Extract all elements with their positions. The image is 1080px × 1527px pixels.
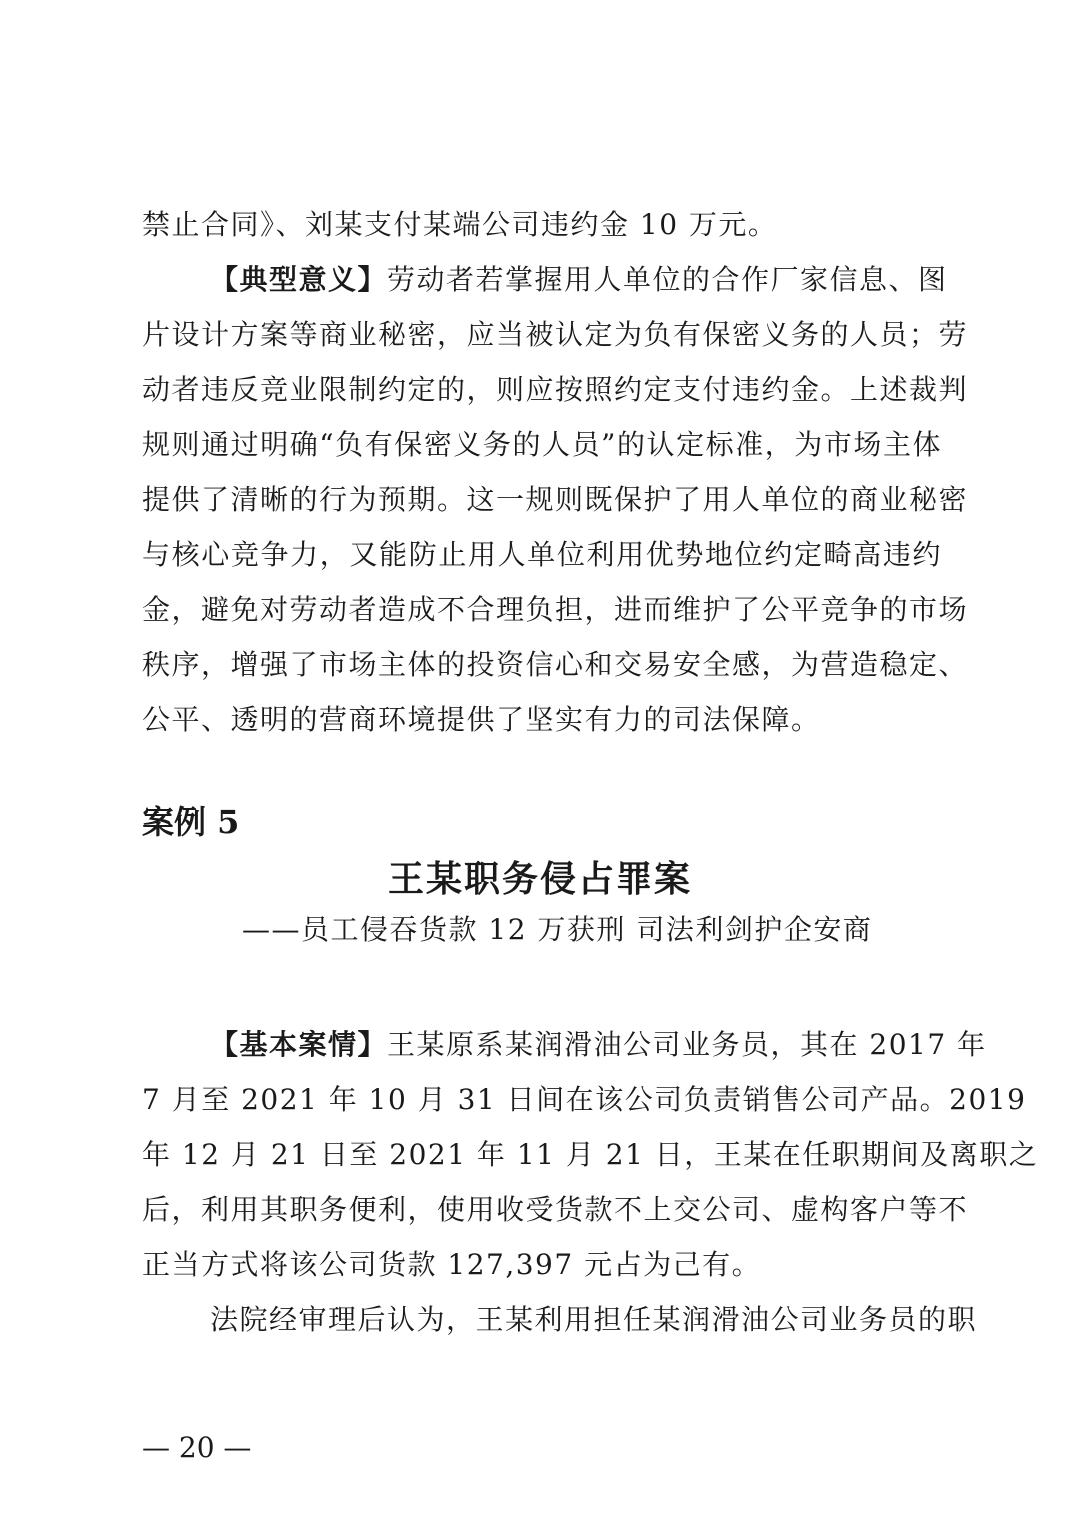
significance-line-text: 劳动者若掌握用人单位的合作厂家信息、图 xyxy=(387,263,948,296)
case-heading: 案例 5 xyxy=(142,803,240,841)
court-line: 法院经审理后认为，王某利用担任某润滑油公司业务员的职 xyxy=(210,1303,978,1336)
significance-line: 片设计方案等商业秘密，应当被认定为负有保密义务的人员；劳 xyxy=(142,318,969,351)
basic-facts-label: 【基本案情】 xyxy=(210,1028,388,1061)
significance-label: 【典型意义】 xyxy=(210,263,388,296)
basic-facts-line: 7 月至 2021 年 10 月 31 日间在该公司负责销售公司产品。2019 xyxy=(142,1083,1027,1116)
page-number: — 20 — xyxy=(142,1431,252,1464)
case-subtitle: ——员工侵吞货款 12 万获刑 司法利剑护企安商 xyxy=(242,913,873,946)
significance-line: 动者违反竞业限制约定的，则应按照约定支付违约金。上述裁判 xyxy=(142,373,969,406)
carry-over-line: 禁止合同》、刘某支付某端公司违约金 10 万元。 xyxy=(142,208,778,241)
basic-facts-line: 后，利用其职务便利，使用收受货款不上交公司、虚构客户等不 xyxy=(142,1193,969,1226)
basic-facts-last-line: 正当方式将该公司货款 127,397 元占为己有。 xyxy=(142,1248,762,1281)
basic-facts-line-text: 王某原系某润滑油公司业务员，其在 2017 年 xyxy=(387,1028,987,1061)
significance-line: 秩序，增强了市场主体的投资信心和交易安全感，为营造稳定、 xyxy=(142,648,969,681)
significance-first-line xyxy=(210,260,948,300)
significance-line: 提供了清晰的行为预期。这一规则既保护了用人单位的商业秘密 xyxy=(142,483,969,516)
case-title: 王某职务侵占罪案 xyxy=(387,858,692,900)
significance-line: 与核心竞争力，又能防止用人单位利用优势地位约定畸高违约 xyxy=(142,538,942,571)
basic-facts-line: 年 12 月 21 日至 2021 年 11 月 21 日，王某在任职期间及离职之 xyxy=(142,1138,1039,1171)
significance-line: 规则通过明确“负有保密义务的人员”的认定标准，为市场主体 xyxy=(142,428,942,461)
significance-last-line: 公平、透明的营商环境提供了坚实有力的司法保障。 xyxy=(142,703,821,736)
basic-facts-first-line xyxy=(210,1025,987,1065)
significance-line: 金，避免对劳动者造成不合理负担，进而维护了公平竞争的市场 xyxy=(142,593,969,626)
